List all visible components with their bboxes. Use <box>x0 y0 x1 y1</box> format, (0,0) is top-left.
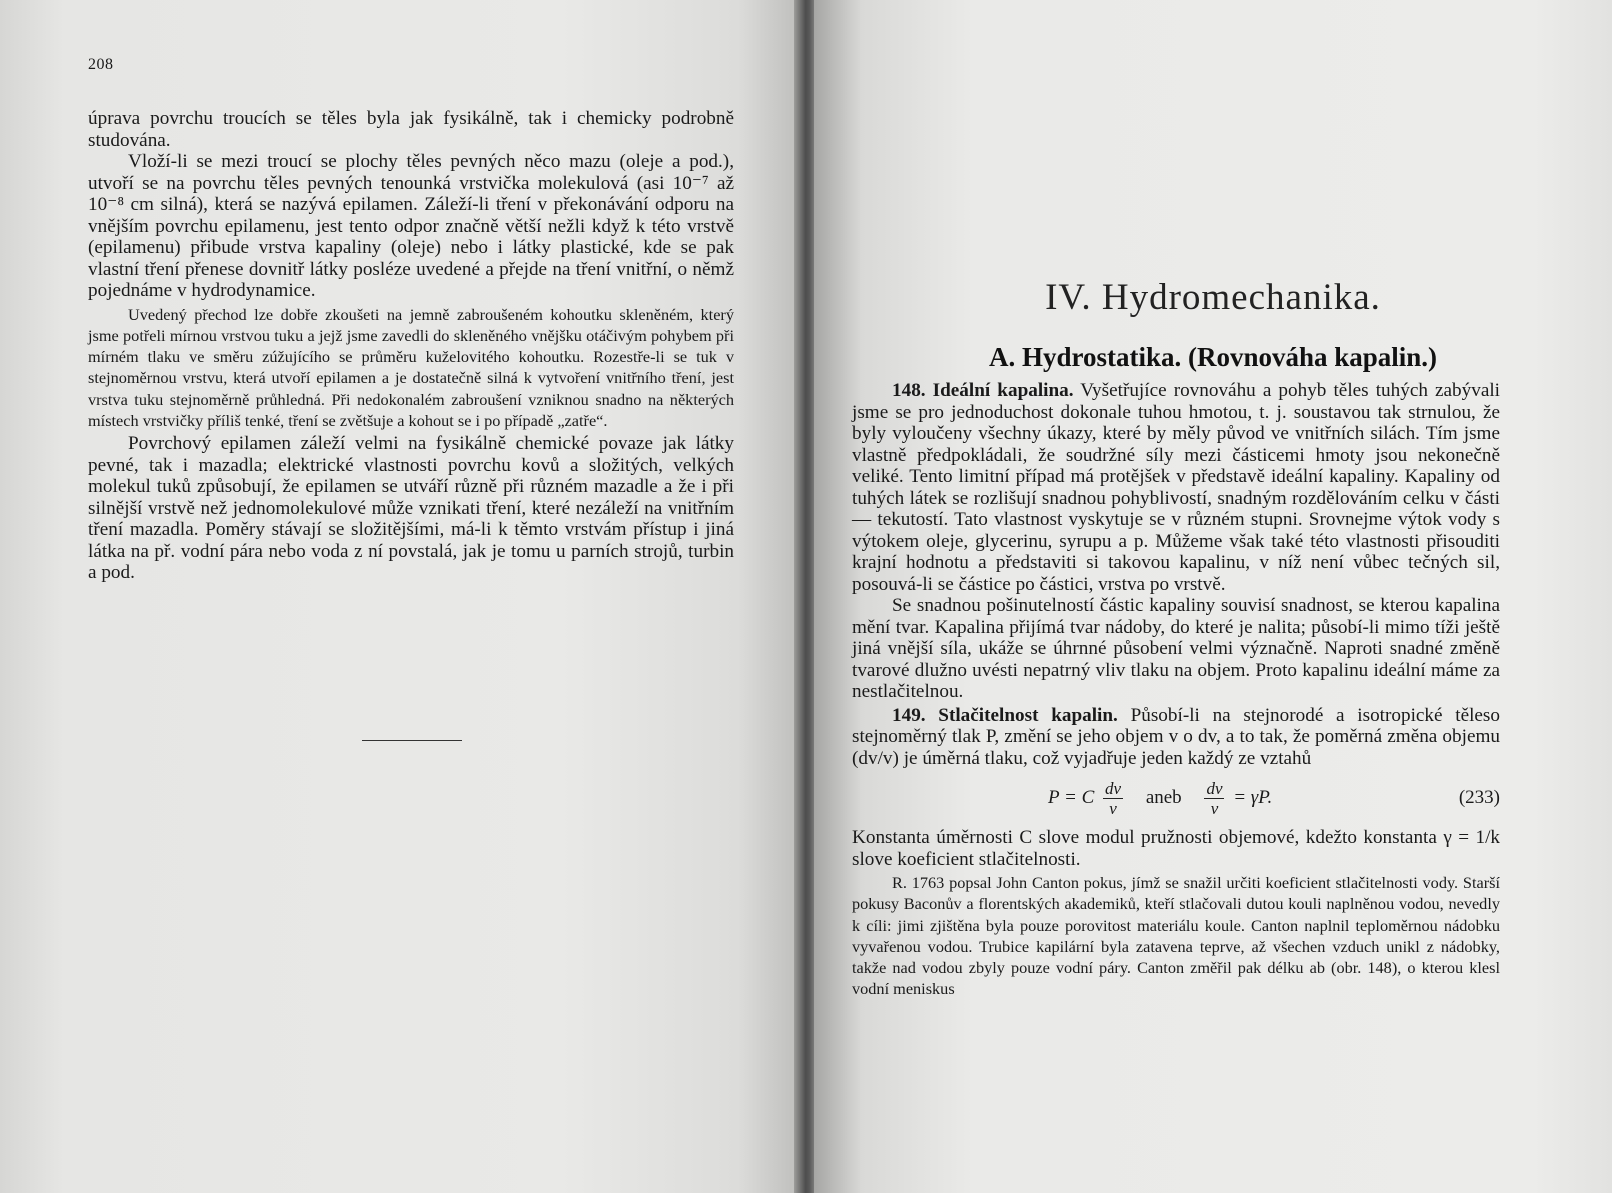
equation-connector: aneb <box>1145 786 1182 808</box>
section-149-text: Působí-li na stejnorodé a isotropické těleso stejnoměrný tlak P, změní se jeho objem v o dv, a to tak, že poměrná změna objemu (dv/v) je úměrná tlaku, což vyjadřuje jeden každý ze vztahů <box>852 704 1500 769</box>
small-paragraph: R. 1763 popsal John Canton pokus, jímž se snažil určiti koeficient stlačitelnosti vody. Starší pokusy Baconův a florentských akademiků, kteří stlačovali dutou kouli naplněnou vodou, nevedly k cíli: jimi zjištěna byla pouze porovitost materiálu koule. Canton naplnil teploměrnou nádobku vyvařenou vodou. Trubice kapilární byla zatavena teprve, až všechen vzduch unikl z nádobky, takže nad vodou zbyly pouze vodní páry. Canton změřil pak délku ab (obr. 148), o kterou klesl vodní meniskus <box>852 873 1500 999</box>
section-148-text: Vyšetřujíce rovnováhu a pohyb těles tuhých zabývali jsme se pro jednoduchost dokonale tuhou hmotou, t. j. soustavou tak strnulou, že byly vyloučeny všechny úkazy, které by měly původ ve vnitřních silách. Tím jsme vlastně předpokládali, že soudržné síly mezi částicemi hmoty jsou nekonečně veliké. Tento limitní případ má protějšek v představě ideální kapaliny. Kapaliny od tuhých látek se rozlišují snadnou pohyblivostí, snadným rozdělováním celku v části — tekutostí. Tato vlastnost vyskytuje se v různém stupni. Srovnejme výtok vody s výtokem oleje, glycerinu, syrupu a p. Můžeme však také této vlastnosti přisouditi krajní hodnotu a představiti si takovou kapalinu, v níž není vůbec tečných sil, posouvá-li se částice po částici, vrstva po vrstvě. <box>852 380 1501 595</box>
section-149 <box>852 705 1500 770</box>
section-148 <box>852 380 1500 595</box>
section-149-heading: 149. Stlačitelnost kapalin. <box>892 704 1118 726</box>
paragraph-4: Povrchový epilamen záleží velmi na fysikálně chemické povaze jak látky pevné, tak i mazadla; elektrické vlastnosti povrchu kovů a složitých, velkých molekul tuků způsobují, že epilamen se utváří různě při různém mazadle a že i při silnější vrstvě než jednomolekulové může vznikati tření, které nezáleží na vnitřním tření mazadla. Poměry stávají se složitějšími, má-li k těmto vrstvám přístup i jiná látka na př. vodní pára nebo voda z ní povstalá, jak je tomu u parních strojů, turbin a pod. <box>88 433 734 584</box>
fraction-2-denominator: v <box>1210 799 1219 818</box>
after-equation-text: Konstanta úměrnosti C slove modul pružnosti objemové, kdežto konstanta γ = 1/k slove koeficient stlačitelnosti. <box>852 827 1500 870</box>
left-text-column <box>88 108 734 584</box>
paragraph-2: Vloží-li se mezi troucí se plochy těles pevných něco mazu (oleje a pod.), utvoří se na povrchu těles pevných tenounká vrstvička molekulová (asi 10⁻⁷ až 10⁻⁸ cm silná), která se nazývá epilamen. Záleží-li tření v překonávání odporu na vnějším povrchu epilamenu, jest tento odpor značně větší nežli když k této vrstvě (epilamenu) přibude vrstva kapaliny (oleje) nebo i látky plastické, kde se pak vlastní tření přenese dovnitř látky posléze uvedené a přejde na tření vnitřní, o němž pojednáme v hydrodynamice. <box>88 151 734 301</box>
page-number: 208 <box>88 56 114 73</box>
fraction-2 <box>1204 779 1224 818</box>
end-rule <box>362 740 462 741</box>
equation-233 <box>852 769 1500 827</box>
paragraph-3-small: Uvedený přechod lze dobře zkoušeti na jemně zabroušeném kohoutku skleněném, který jsme potřeli mírnou vrstvou tuku a jejž jsme zavedli do skleněného vnějšku otáčivým pohybem při mírném tlaku ve směru zúžujícího se průměru kuželovitého kohoutku. Rozestře-li se tuk v stejnoměrnou vrstvu, která utvoří epilamen a je dostatečně silná k vytvoření vnitřního tření, jest vrstva tuku stejnoměrně průhledná. Při nedokonalém zabroušení vzniknou snadno na některých místech vrstvičky příliš tenké, tření se zvětšuje a kohout se i po případě „zatře“. <box>88 304 734 430</box>
fraction-2-numerator: dv <box>1206 779 1223 798</box>
section-title: A. Hydrostatika. (Rovnováha kapalin.) <box>988 342 1438 372</box>
equation-rhs: = γP. <box>1233 786 1273 808</box>
section-148-paragraph-2: Se snadnou pošinutelností částic kapaliny souvisí snadnost, se kterou kapalina mění tvar. Kapalina přijímá tvar nádoby, do které je nalita; působí-li mimo tíži ještě jiná vnější síla, ukáže se úhrnné působení velmi význačně. Naproti snadné změně tvarové dlužno uvésti nepatrný vliv tlaku na objem. Proto kapalinu ideální máme za nestlačitelnou. <box>852 595 1500 702</box>
equation-body <box>1048 779 1272 818</box>
paragraph-1: úprava povrchu troucích se těles byla jak fysikálně, tak i chemicky podrobně studována. <box>88 108 734 151</box>
fraction-1 <box>1103 779 1123 818</box>
fraction-1-numerator: dv <box>1105 779 1122 798</box>
left-page <box>0 0 802 1193</box>
equation-lhs: P = C <box>1048 786 1095 808</box>
section-148-heading: 148. Ideální kapalina. <box>892 380 1074 401</box>
chapter-title: IV. Hydromechanika. <box>1045 277 1381 318</box>
fraction-1-denominator: v <box>1109 799 1117 818</box>
right-text-column <box>852 380 1500 1000</box>
equation-number: (233) <box>1458 787 1500 808</box>
